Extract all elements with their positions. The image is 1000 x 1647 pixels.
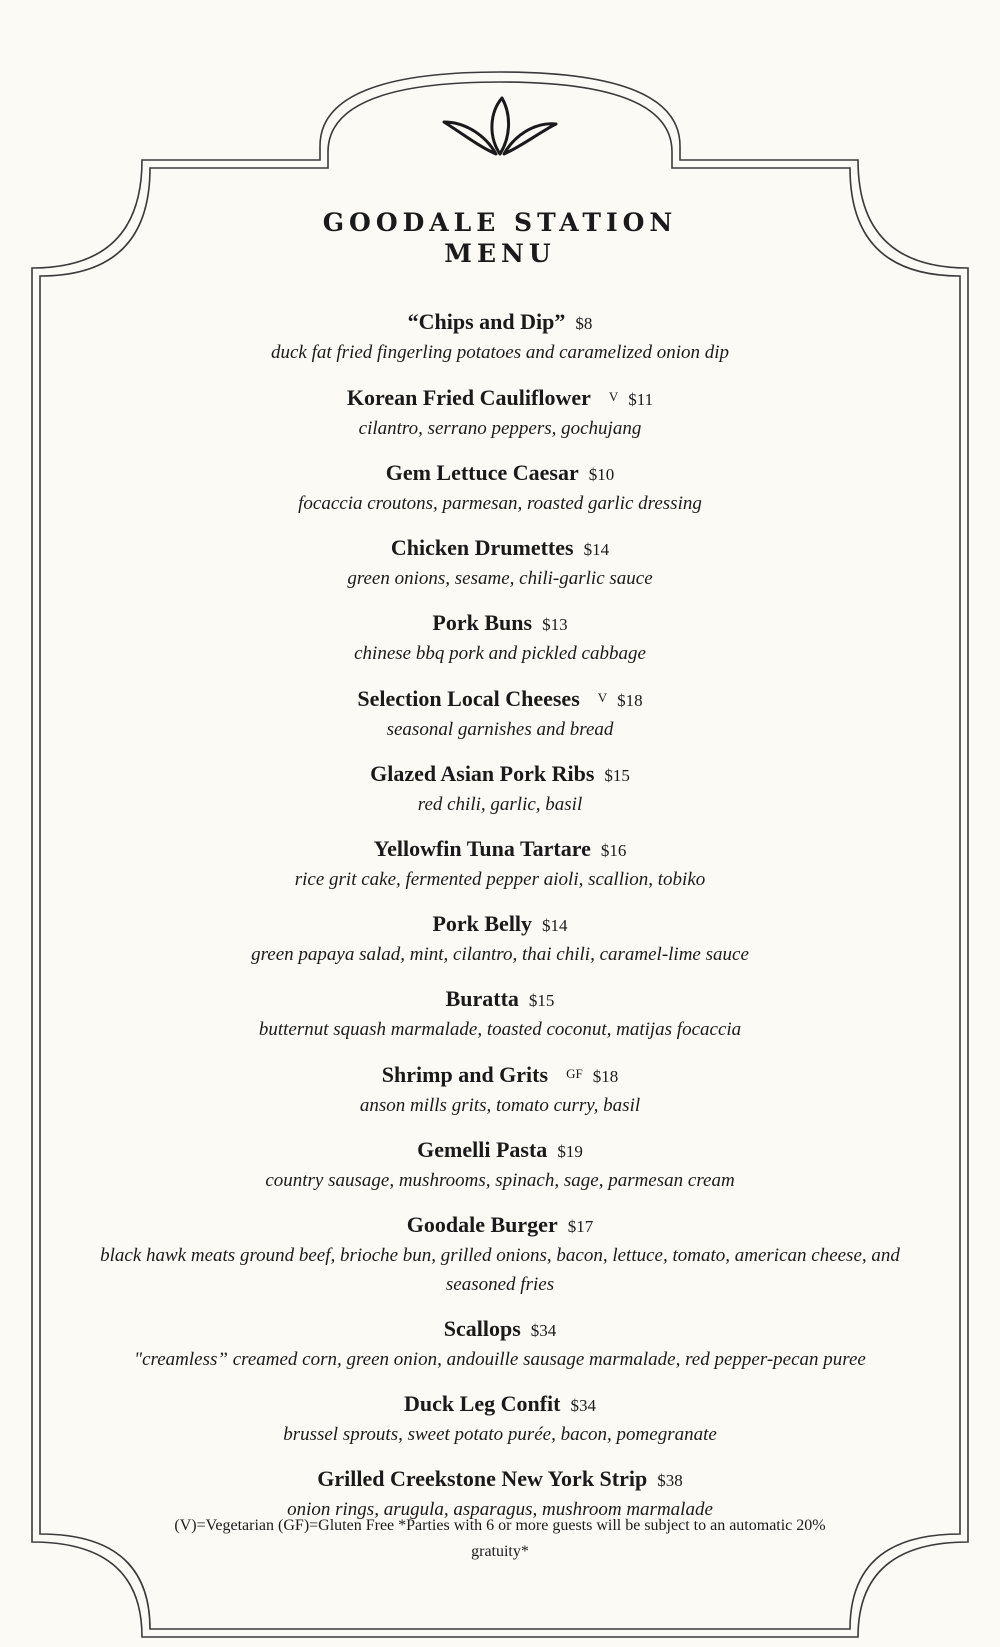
menu-item-description: rice grit cake, fermented pepper aioli, scallion, tobiko (294, 869, 706, 890)
menu-item (80, 1059, 920, 1120)
menu-item-name: Pork Belly (432, 911, 533, 936)
menu-item-description: green papaya salad, mint, cilantro, thai chili, caramel-lime sauce (251, 944, 749, 965)
dietary-tag: V (597, 690, 608, 705)
menu-item-name: Scallops (443, 1316, 521, 1341)
menu-item-price: $19 (557, 1142, 583, 1161)
menu-item (80, 1210, 920, 1299)
menu-item-price: $34 (570, 1396, 596, 1415)
menu-item-name: Glazed Asian Pork Ribs (370, 761, 595, 786)
menu-item-name: Shrimp and Grits (381, 1062, 549, 1087)
menu-item-heading (80, 1059, 920, 1091)
menu-item (80, 834, 920, 894)
menu-item-name: Yellowfin Tuna Tartare (373, 836, 591, 861)
menu-item-name: Goodale Burger (406, 1212, 558, 1237)
menu-item-heading (80, 307, 920, 338)
menu-item (80, 759, 920, 819)
menu-item (80, 382, 920, 443)
menu-item (80, 1135, 920, 1195)
menu-item-price: $10 (588, 465, 615, 484)
menu-item-heading (80, 984, 920, 1015)
menu-item-name: “Chips and Dip” (407, 309, 566, 334)
menu-item-description: country sausage, mushrooms, spinach, sage, parmesan cream (265, 1170, 735, 1191)
menu-title: GOODALE STATION (322, 208, 678, 237)
menu-item-name: Gem Lettuce Caesar (385, 460, 579, 485)
leaf-logo-icon (440, 92, 560, 162)
menu-item-price: $14 (583, 540, 610, 559)
menu-item-description: chinese bbq pork and pickled cabbage (354, 643, 646, 664)
menu-item-description: green onions, sesame, chili-garlic sauce (347, 568, 653, 589)
menu-item-description: duck fat fried fingerling potatoes and caramelized onion dip (270, 342, 730, 363)
menu-item (80, 608, 920, 668)
menu-item-price: $18 (617, 691, 643, 710)
menu-item-description: seasonal garnishes and bread (386, 719, 614, 740)
menu-item-name: Pork Buns (432, 610, 533, 635)
menu-item-heading (80, 1464, 920, 1495)
menu-item-heading (80, 608, 920, 639)
menu-item-price: $14 (542, 916, 568, 935)
menu-item-heading (80, 1389, 920, 1420)
menu-items-list (80, 307, 920, 1539)
dietary-tag: V (608, 389, 619, 404)
menu-item-heading (80, 759, 920, 790)
menu-item-description: onion rings, arugula, asparagus, mushroom marmalade (287, 1499, 713, 1520)
menu-item (80, 909, 920, 969)
menu-item (80, 1314, 920, 1374)
menu-item-heading (80, 382, 920, 414)
menu-item-description: focaccia croutons, parmesan, roasted garlic dressing (298, 493, 702, 514)
menu-item-price: $8 (575, 314, 593, 333)
menu-item-heading (80, 1314, 920, 1345)
menu-item-heading (80, 458, 920, 489)
menu-item-heading (80, 1135, 920, 1166)
menu-item-price: $18 (592, 1067, 619, 1086)
menu-item-name: Buratta (445, 986, 519, 1011)
menu-item-description: cilantro, serrano peppers, gochujang (358, 418, 642, 439)
menu-item (80, 1389, 920, 1449)
menu-item-heading (80, 909, 920, 940)
menu-item-name: Korean Fried Cauliflower (346, 385, 591, 410)
menu-item-heading (80, 683, 920, 715)
menu-item-name: Grilled Creekstone New York Strip (317, 1466, 648, 1491)
menu-item (80, 533, 920, 593)
menu-item-name: Gemelli Pasta (417, 1137, 548, 1162)
menu-item (80, 458, 920, 518)
menu-item (80, 307, 920, 367)
menu-item-heading (80, 834, 920, 865)
menu-item-description: butternut squash marmalade, toasted coconut, matijas focaccia (258, 1019, 742, 1040)
dietary-tag: GF (566, 1066, 583, 1081)
menu-item-price: $15 (604, 766, 630, 785)
menu-item-heading (80, 533, 920, 564)
menu-item-description: red chili, garlic, basil (417, 794, 583, 815)
menu-item-price: $16 (600, 841, 627, 860)
menu-item (80, 984, 920, 1044)
menu-item-description: "creamless” creamed corn, green onion, andouille sausage marmalade, red pepper-pecan puree (134, 1349, 866, 1370)
menu-item-name: Duck Leg Confit (404, 1391, 561, 1416)
menu-item-description: black hawk meats ground beef, brioche bun, grilled onions, bacon, lettuce, tomato, american cheese, and seasoned fries (100, 1245, 900, 1295)
menu-item-price: $17 (567, 1217, 594, 1236)
menu-item-price: $11 (628, 390, 654, 409)
menu-item-heading (80, 1210, 920, 1241)
menu-item-description: brussel sprouts, sweet potato purée, bacon, pomegranate (283, 1424, 717, 1445)
menu-item-price: $13 (542, 615, 568, 634)
menu-item-price: $34 (530, 1321, 557, 1340)
menu-item-price: $38 (657, 1471, 683, 1490)
menu-item-name: Selection Local Cheeses (357, 686, 580, 711)
menu-footnote: (V)=Vegetarian (GF)=Gluten Free *Parties with 6 or more guests will be subject to an automatic 20% gratuity* (174, 1517, 826, 1560)
menu-item (80, 683, 920, 744)
menu-item-name: Chicken Drumettes (390, 535, 574, 560)
menu-subtitle: MENU (444, 239, 556, 268)
menu-item-price: $15 (528, 991, 555, 1010)
menu-item-description: anson mills grits, tomato curry, basil (359, 1095, 641, 1116)
